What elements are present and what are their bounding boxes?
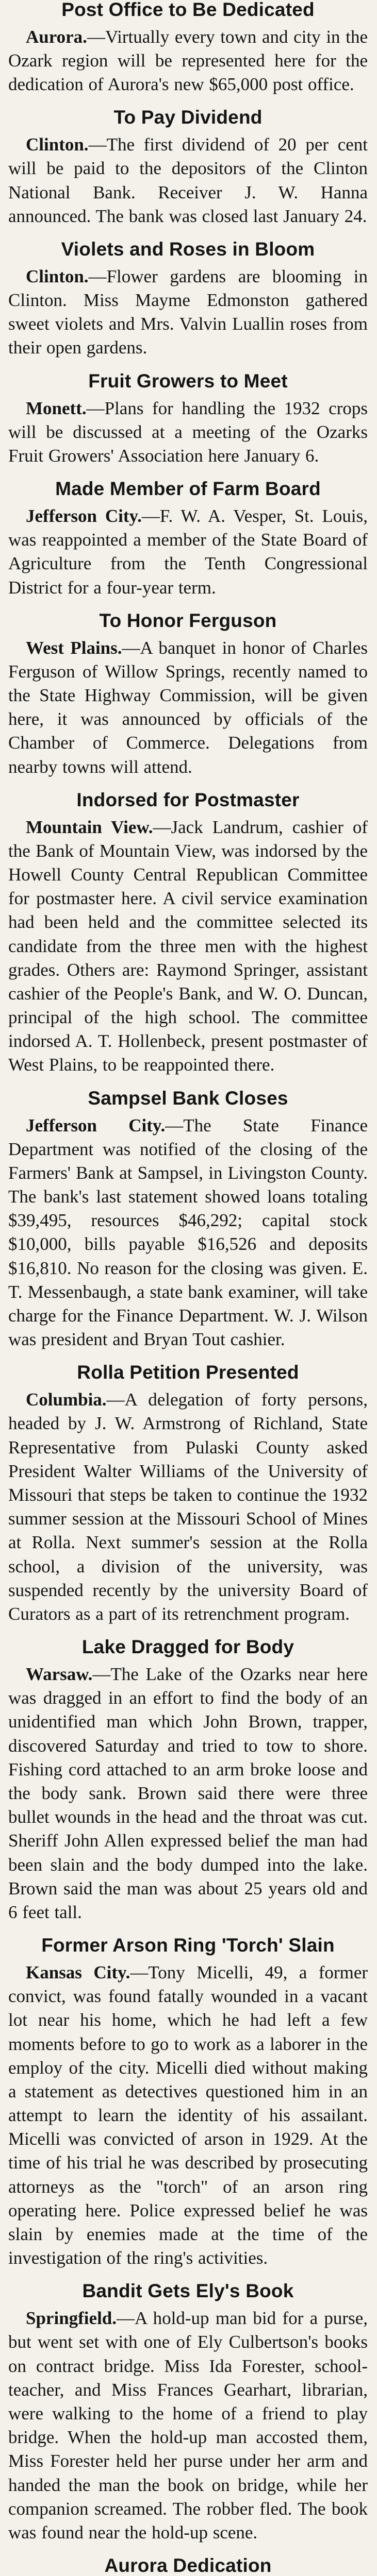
article-dateline: Mountain View.: [26, 817, 153, 837]
article-body: [8, 1961, 368, 2270]
article-dateline: West Plains.: [26, 637, 122, 658]
news-article: [8, 1089, 368, 1352]
article-body: [8, 397, 368, 468]
article-headline: Violets and Roses in Bloom: [61, 239, 315, 260]
article-headline: Fruit Growers to Meet: [88, 370, 288, 392]
article-dateline: Clinton.: [26, 266, 89, 286]
article-text: —A banquet in honor of Charles Ferguson of Willow Springs, recently named to the State Highway Commission, will be given here, it was announced by officials of the Chamber of Commerce. Delegations from nearby towns will attend.: [8, 637, 368, 777]
article-body: [8, 2307, 368, 2545]
article-dateline: Kansas City.: [26, 1962, 130, 1982]
article-headline: Post Office to Be Dedicated: [61, 0, 315, 20]
article-text: —Tony Micelli, 49, a former convict, was found fatally wounded in a vacant lot near his home, which he had left a few moments before to go to work as a laborer in the employ of the city. Micelli died without making a statement as detectives questioned him in an attempt to learn the identity of his assailant. Micelli was convicted of arson in 1929. At the time of his trial he was described by prosecuting attorneys as the "torch" of an arson ring operating here. Police expressed belief he was slain by enemies made at the time of the investigation of the ring's activities.: [8, 1962, 368, 2268]
article-headline: To Pay Dividend: [113, 107, 263, 128]
article-body: [8, 265, 368, 360]
news-article: [8, 1363, 368, 1626]
news-article: [8, 2281, 368, 2545]
news-article: [8, 790, 368, 1077]
article-body: [8, 504, 368, 600]
article-headline: Aurora Dedication: [104, 2555, 272, 2576]
article-headline: Made Member of Farm Board: [55, 478, 321, 500]
news-article: [8, 1637, 368, 1924]
article-body: [8, 636, 368, 779]
article-text: —The State Finance Department was notified of the closing of the Farmers' Bank at Sampsel, in Livingston County. The bank's last statement showed loans totaling $39,495, resources $46,292; capital stock $10,000, bills payable $16,526 and deposits $16,810. No reason for the closing was given. E. T. Messenbaugh, a state bank examiner, will take charge for the Finance Department. W. J. Wilson was president and Bryan Tout cashier.: [8, 1115, 368, 1350]
article-body: [8, 1114, 368, 1352]
article-body: [8, 25, 368, 97]
article-headline: To Honor Ferguson: [99, 609, 277, 631]
news-article: [8, 2556, 368, 2576]
news-article: [8, 0, 368, 96]
article-headline: Rolla Petition Presented: [77, 1362, 299, 1383]
article-headline: Former Arson Ring 'Torch' Slain: [41, 1935, 335, 1956]
article-body: [8, 133, 368, 228]
article-headline: Bandit Gets Ely's Book: [82, 2280, 294, 2302]
article-text: —F. W. A. Vesper, St. Louis, was reappointed a member of the State Board of Agriculture from the Tenth Congressional District for a four-year term.: [8, 505, 368, 598]
article-dateline: Columbia.: [26, 1389, 107, 1410]
article-body: [8, 1663, 368, 1924]
article-text: —Jack Landrum, cashier of the Bank of Mountain View, was indorsed by the Howell County Central Republican Committee for postmaster here. A civil service examination had been held and the committee selected its candidate from the three men with the highest grades. Others are: Raymond Springer, assistant cashier of the People's Bank, and W. O. Duncan, principal of the high school. The committee indorsed A. T. Hollenbeck, present postmaster of West Plains, to be reappointed there.: [8, 817, 368, 1075]
news-column: [8, 0, 368, 2576]
article-text: —The first dividend of 20 per cent will be paid to the depositors of the Clinton National Bank. Receiver J. W. Hanna announced. The bank was closed last January 24.: [8, 134, 368, 226]
news-article: [8, 1936, 368, 2270]
article-dateline: Aurora.: [26, 26, 87, 47]
news-article: [8, 108, 368, 228]
article-text: —Virtually every town and city in the Ozark region will be represented here for the dedication of Aurora's new $65,000 post office.: [8, 26, 368, 95]
article-text: —A hold-up man bid for a purse, but went set with one of Ely Culbertson's books on contract bridge. Miss Ida Forester, school-teacher, and Miss Frances Gearhart, librarian, were walking to the home of a friend to play bridge. When the hold-up man accosted them, Miss Forester held her purse under her arm and handed the man the book on bridge, while her companion screamed. The robber fled. The book was found near the hold-up scene.: [8, 2308, 368, 2543]
article-body: [8, 1388, 368, 1626]
news-article: [8, 479, 368, 600]
article-dateline: Springfield.: [26, 2308, 117, 2329]
article-dateline: Clinton.: [26, 134, 89, 155]
article-headline: Sampsel Bank Closes: [88, 1087, 288, 1109]
article-dateline: Jefferson City.: [26, 1115, 166, 1136]
article-dateline: Jefferson City.: [26, 505, 142, 526]
article-body: [8, 816, 368, 1077]
news-article: [8, 240, 368, 360]
article-text: —A delegation of forty persons, headed by J. W. Armstrong of Richland, State Representative from Pulaski County asked President Walter Williams of the University of Missouri that steps be taken to continue the 1932 summer session at the Missouri School of Mines at Rolla. Next summer's session at the Rolla school, a division of the university, was suspended recently by the university Board of Curators as a part of its retrenchment program.: [8, 1389, 368, 1624]
article-dateline: Monett.: [26, 398, 87, 418]
article-dateline: Warsaw.: [26, 1664, 93, 1685]
article-headline: Indorsed for Postmaster: [76, 789, 300, 810]
news-article: [8, 371, 368, 468]
article-text: —Flower gardens are blooming in Clinton. Miss Mayme Edmonston gathered sweet violets and Mrs. Valvin Luallin roses from their open gardens.: [8, 266, 368, 358]
article-headline: Lake Dragged for Body: [81, 1636, 294, 1658]
article-text: —Plans for handling the 1932 crops will be discussed at a meeting of the Ozarks Fruit Growers' Association here January 6.: [8, 398, 368, 466]
news-article: [8, 611, 368, 779]
article-text: —The Lake of the Ozarks near here was dragged in an effort to find the body of an unidentified man which John Brown, trapper, discovered Saturday and tried to tow to shore. Fishing cord attached to an arm broke loose and the body sank. Brown said there were three bullet wounds in the head and the throat was cut. Sheriff John Allen expressed belief the man had been slain and the body dumped into the lake. Brown said the man was about 25 years old and 6 feet tall.: [8, 1664, 368, 1922]
